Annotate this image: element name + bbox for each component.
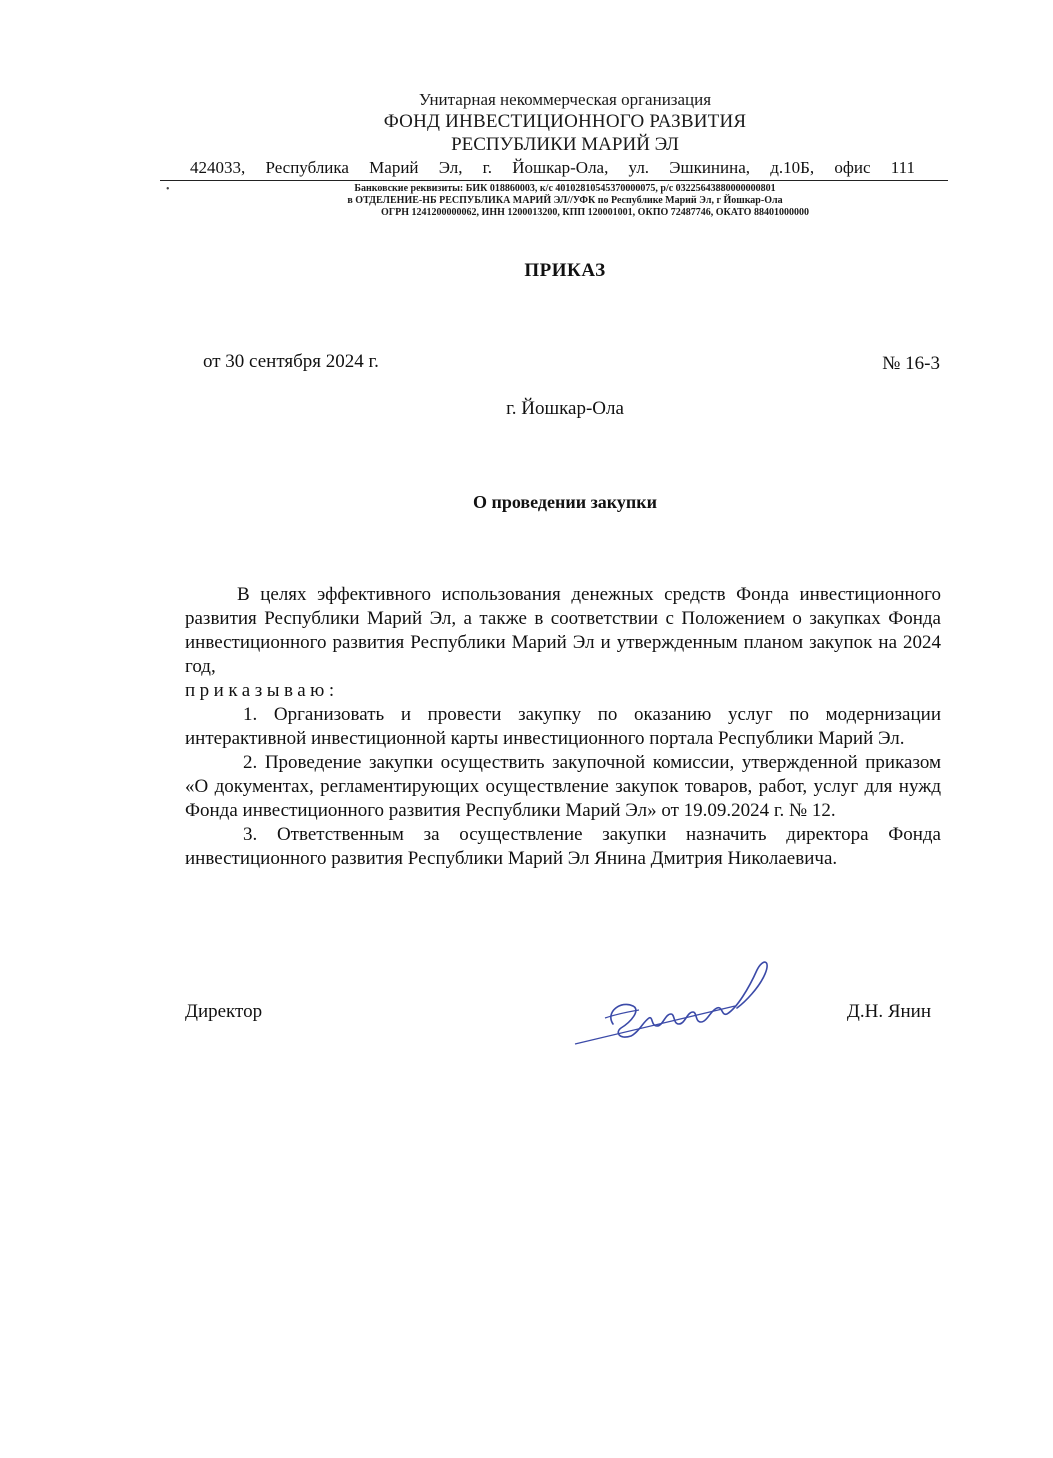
document-city: г. Йошкар-Ола <box>506 398 624 419</box>
signature-name: Д.Н. Янин <box>846 1001 931 1022</box>
document-date: от 30 сентября 2024 г. <box>203 351 379 372</box>
body-item-3: 3. Ответственным за осуществление закупки назначить директора Фонда инвестиционного развития Республики Марий Эл Янина Дмитрия Николаевича. <box>185 824 941 869</box>
letterhead-org-type: Унитарная некоммерческая организация <box>418 90 712 109</box>
document-number: № 16-3 <box>882 353 940 374</box>
body-preamble <box>185 583 941 703</box>
letterhead-bank-line-3: ОГРН 1241200000062, ИНН 1200013200, КПП 120001001, ОКПО 72487746, ОКАТО 88401000000 <box>381 207 809 218</box>
document-body <box>185 583 941 871</box>
letterhead-address: 424033, Республика Марий Эл, г. Йошкар-Ола, ул. Эшкинина, д.10Б, офис 111 <box>190 158 915 177</box>
letterhead-bank-line-1: Банковские реквизиты: БИК 018860003, к/с 40102810545370000075, р/с 03225643880000000801 <box>354 183 776 194</box>
order-word: приказываю: <box>185 680 339 701</box>
body-item-1: 1. Организовать и провести закупку по оказанию услуг по модернизации интерактивной инвестиционной карты инвестиционного портала Республики Марий Эл. <box>185 704 941 749</box>
handwritten-signature <box>565 948 785 1058</box>
letterhead-divider <box>160 180 948 181</box>
letterhead-republic: РЕСПУБЛИКИ МАРИЙ ЭЛ <box>451 134 679 155</box>
signature-role: Директор <box>185 1001 263 1022</box>
preamble-text: В целях эффективного использования денежных средств Фонда инвестиционного развития Республики Марий Эл, а также в соответствии с Положением о закупках Фонда инвестиционного развития Республики Марий Эл и утвержденным планом закупок на 2024 год, <box>185 584 941 677</box>
letterhead-bank-line-2: в ОТДЕЛЕНИЕ-НБ РЕСПУБЛИКА МАРИЙ ЭЛ//УФК по Республике Марий Эл, г Йошкар-Ола <box>347 195 783 206</box>
document-title: ПРИКАЗ <box>524 260 606 281</box>
document-subject: О проведении закупки <box>472 492 658 512</box>
letterhead-mark-icon: • <box>166 184 170 195</box>
letterhead-fund-name: ФОНД ИНВЕСТИЦИОННОГО РАЗВИТИЯ <box>383 111 747 132</box>
body-item-2: 2. Проведение закупки осуществить закупочной комиссии, утвержденной приказом «О документах, регламентирующих осуществление закупок товаров, работ, услуг для нужд Фонда инвестиционного развития Республики Марий Эл» от 19.09.2024 г. № 12. <box>185 752 941 821</box>
